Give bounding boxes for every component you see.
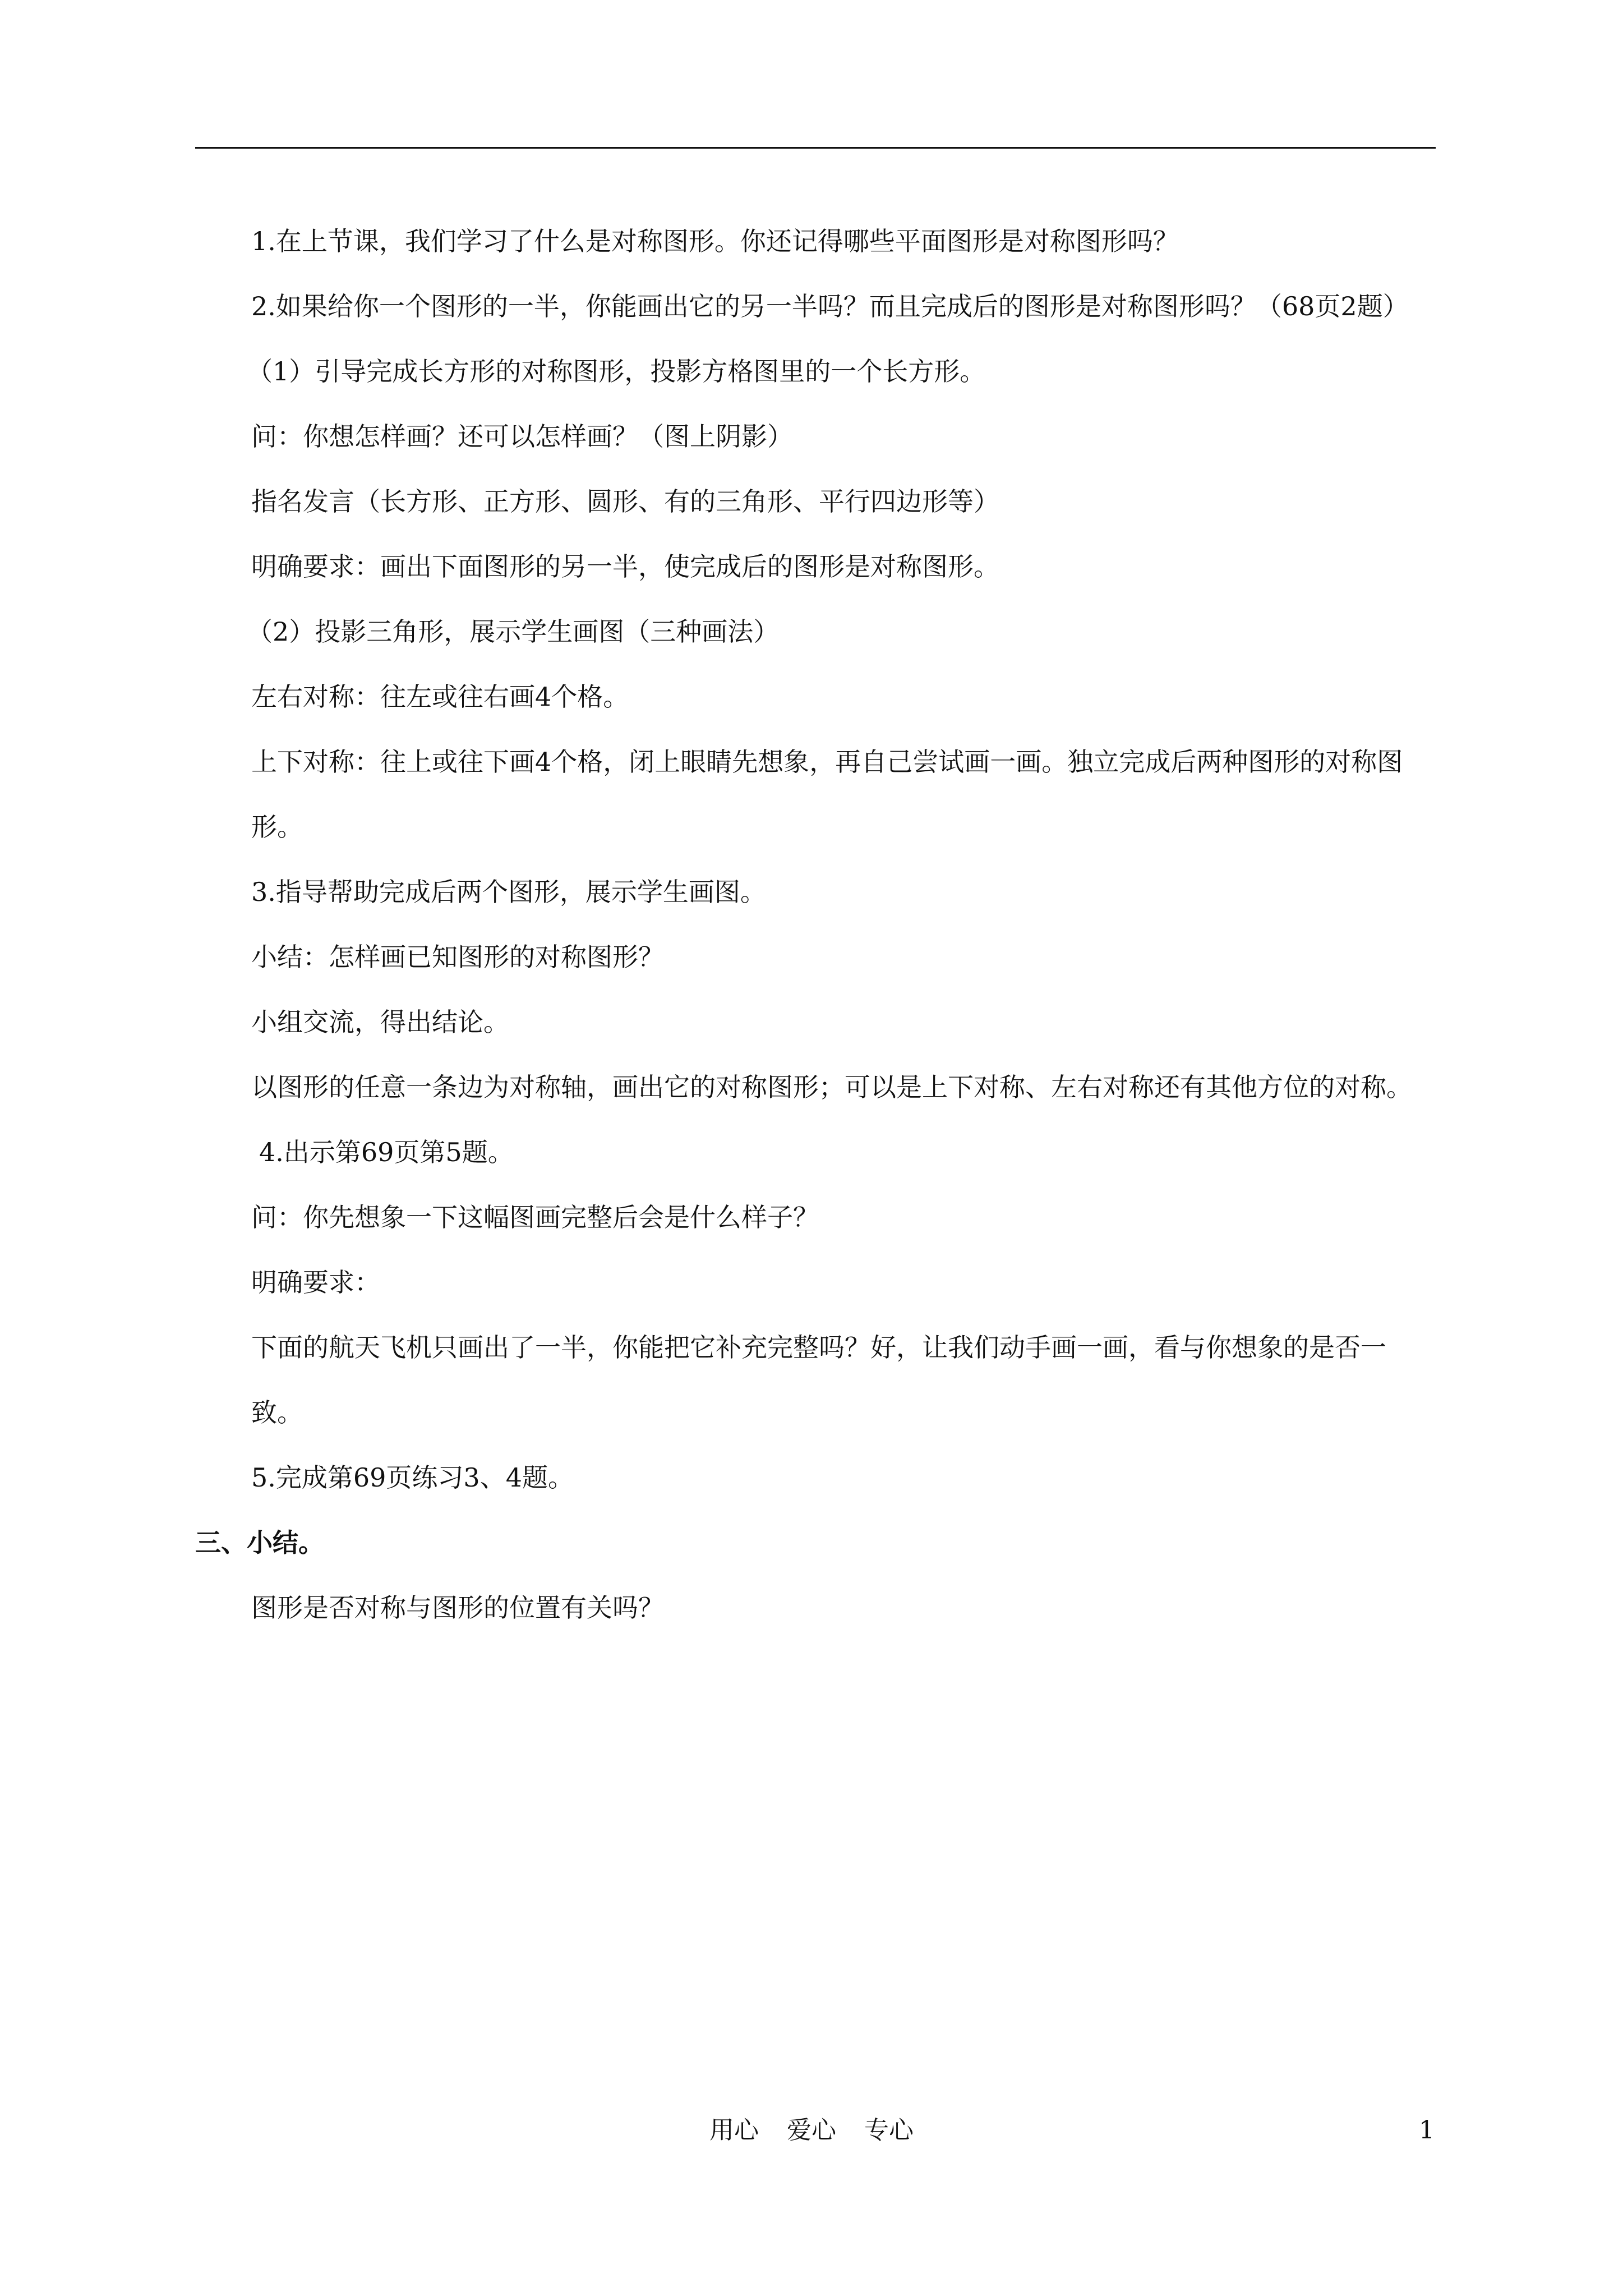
paragraph-20: 图形是否对称与图形的位置有关吗？: [251, 1593, 664, 1623]
footer-motto: [0, 2114, 1623, 2147]
paragraph-13: 以图形的任意一条边为对称轴，画出它的对称图形；可以是上下对称、左右对称还有其他方位的对称。: [251, 1072, 1412, 1102]
footer-word-3: 专心: [864, 2116, 914, 2145]
paragraph-14: 4.出示第69页第5题。: [259, 1137, 514, 1167]
paragraph-11: 小结：怎样画已知图形的对称图形？: [251, 942, 664, 972]
paragraph-7: （2）投影三角形，展示学生画图（三种画法）: [247, 616, 780, 647]
section-heading-summary: 三、小结。: [195, 1527, 324, 1558]
page-number: 1: [1419, 2116, 1435, 2145]
paragraph-15: 问：你先想象一下这幅图画完整后会是什么样子？: [251, 1202, 819, 1232]
paragraph-17: 下面的航天飞机只画出了一半，你能把它补充完整吗？好，让我们动手画一画，看与你想象的是否一致。: [251, 1332, 1386, 1428]
paragraph-4: 问：你想怎样画？还可以怎样画？（图上阴影）: [251, 421, 793, 452]
paragraph-1: 1.在上节课，我们学习了什么是对称图形。你还记得哪些平面图形是对称图形吗？: [251, 226, 1179, 256]
paragraph-6: 明确要求：画出下面图形的另一半，使完成后的图形是对称图形。: [251, 551, 999, 582]
paragraph-16: 明确要求：: [251, 1267, 380, 1297]
document-body: [195, 209, 1436, 1640]
paragraph-2: 2.如果给你一个图形的一半，你能画出它的另一半吗？而且完成后的图形是对称图形吗？（68页2题）: [251, 291, 1409, 321]
footer-word-1: 用心: [709, 2116, 759, 2145]
paragraph-9: 上下对称：往上或往下画4个格，闭上眼睛先想象，再自己尝试画一画。独立完成后两种图形的对称图形。: [251, 747, 1403, 842]
header-rule: [195, 147, 1436, 149]
paragraph-3: （1）引导完成长方形的对称图形，投影方格图里的一个长方形。: [247, 356, 986, 386]
footer-word-2: 爱心: [787, 2116, 836, 2145]
paragraph-12: 小组交流，得出结论。: [251, 1007, 509, 1037]
paragraph-10: 3.指导帮助完成后两个图形，展示学生画图。: [251, 877, 766, 907]
paragraph-8: 左右对称：往左或往右画4个格。: [251, 682, 629, 712]
paragraph-5: 指名发言（长方形、正方形、圆形、有的三角形、平行四边形等）: [251, 486, 999, 517]
paragraph-18: 5.完成第69页练习3、4题。: [251, 1462, 574, 1493]
